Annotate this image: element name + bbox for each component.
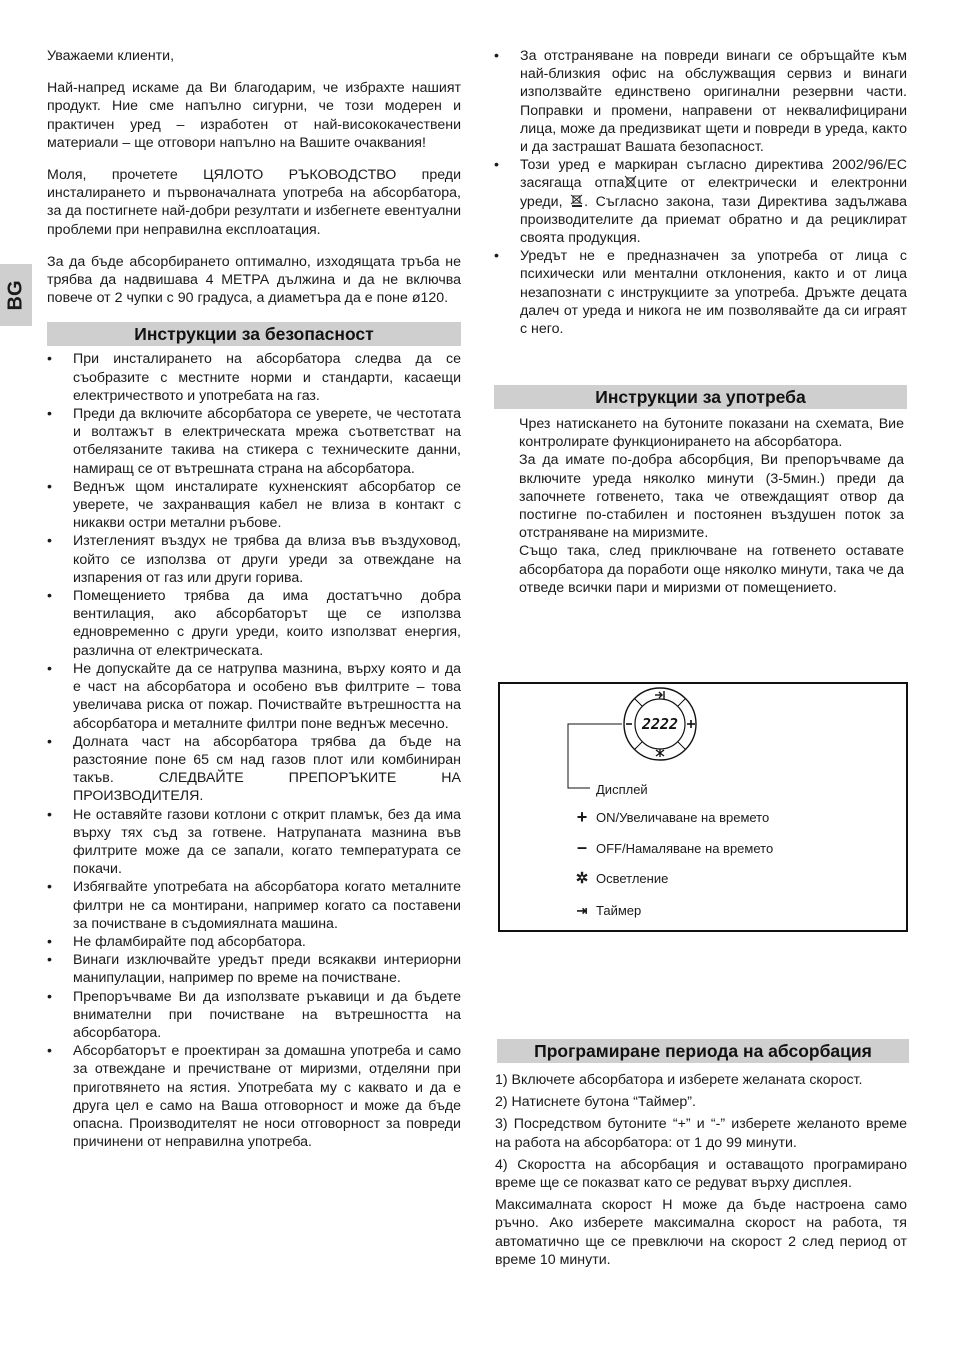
legend-off-label: OFF/Намаляване на времето — [596, 841, 774, 856]
programming-step: 4) Скоростта на абсорбация и оставащото програмирано време ще се показват като се редуват върху дисплея. — [495, 1156, 907, 1192]
list-item: • Уредът не е предназначен за употреба от лица с психически или ментални отклонения, както и от лица незапознати с инструкциите за употреба. Дръжте децата далеч от уреда и никога не им позволявайте да си играят с него. — [494, 247, 907, 338]
service-list — [494, 47, 907, 338]
list-item: • Препоръчваме Ви да използвате ръкавици и да бъдете внимателни при почистване на вътрешността на абсорбатора. — [47, 988, 461, 1043]
timer-icon: ⇥ — [576, 903, 588, 918]
list-item-weee — [494, 156, 907, 247]
legend-light-label: Осветление — [596, 871, 669, 886]
list-item: • Помещението трябва да има достатъчно добра вентилация, ако абсорбаторът ще се използва едновременно с други уреди, които използват енергия, различна от електрическата. — [47, 587, 461, 660]
safety-list — [47, 350, 461, 1151]
programming-step: 2) Натиснете бутона “Таймер”. — [495, 1094, 696, 1111]
programming-body — [495, 1071, 907, 1273]
left-column — [47, 47, 461, 1151]
usage-paragraph-1: Чрез натискането на бутоните показани на схемата, Вие контролирате функционирането на абсорбатора. — [519, 416, 904, 451]
plus-icon: + — [576, 807, 588, 827]
weee-text-2: ците от електрически и електронни уреди, — [520, 175, 907, 210]
intro-paragraph-3: За да бъде абсорбирането оптимално, изходящата тръба не трябва да надвишава 4 МЕТРА дължина и да не включва повече от 2 чупки с 90 градуса, а диаметъра да е поне ø120. — [47, 253, 461, 307]
list-item: • Веднъж щом инсталирате кухненският абсорбатор се уверете, че захранващия кабел не влиза в контакт с никакви остри метални ръбове. — [47, 478, 461, 533]
greeting: Уважаеми клиенти, — [47, 48, 175, 64]
usage-paragraph-2: За да имате по-добра абсорбция, Ви препоръчваме да включите уреда няколко минути (3-5мин.) преди да започнете готвенето, така че отвеждащият отвор да постигне по-стабилен и постоянен въздушен поток за отстраняване на миризмите. — [519, 452, 904, 542]
list-item: • При инсталирането на абсорбатора следва да се съобразите с местните норми и стандарти, касаещи електричеството и употребата на газ. — [47, 350, 461, 405]
intro-paragraph-2: Моля, прочетете ЦЯЛОТО РЪКОВОДСТВО преди инсталирането и първоначалната употреба на абсорбатора, за да постигнете най-добри резултати и избегнете евентуални проблеми при неправилна експлоатация. — [47, 167, 461, 238]
weee-bin-icon — [624, 175, 637, 189]
legend-timer-label: Таймер — [596, 903, 642, 918]
weee-symbol-icon — [570, 194, 584, 208]
legend-display-label: Дисплей — [596, 782, 648, 797]
intro-paragraph-1: Най-напред искаме да Ви благодарим, че избрахте нашият продукт. Ние сме напълно сигурни, че този модерен и практичен уред – изработен от най-висококачествени материали – ще отговори напълно на Вашите очаквания! — [47, 80, 461, 151]
list-item: • Не фламбирайте под абсорбатора. — [47, 933, 461, 951]
list-item: • Избягвайте употребата на абсорбатора когато металните филтри не са монтирани, например когато са поставени за почистване в съдомиялната машина. — [47, 878, 461, 933]
language-tab — [0, 264, 32, 326]
weee-text-3: . Съгласно закона, тази Директива задължава производителите да приемат обратно и да рециклират своята продукция. — [520, 193, 907, 247]
usage-paragraph-3: Също така, след приключване на готвенето оставате абсорбатора да поработи още няколко минути, така че да отведе всички пари и миризми от помещението. — [519, 543, 904, 596]
minus-icon: – — [576, 837, 587, 857]
control-panel-illustration — [500, 684, 906, 930]
programming-note: Максималната скорост H може да бъде настроена само ръчно. Ако изберете максимална скорост на работа, тя автоматично ще се превключи на скорост 2 след период от време 10 минути. — [495, 1197, 907, 1268]
list-item: • Винаги изключвайте уредът преди всякакви интериорни манипулации, например по време на почистване. — [47, 951, 461, 987]
right-column — [494, 47, 907, 338]
programming-heading: Програмиране периода на абсорбация — [497, 1039, 909, 1063]
usage-body — [519, 415, 904, 597]
control-panel-diagram — [498, 682, 908, 932]
safety-heading: Инструкции за безопасност — [47, 322, 461, 346]
language-tab-label: BG — [4, 280, 27, 310]
programming-step: 3) Посредством бутоните “+” и “-” изберете желаното време на работа на абсорбатора: от 1 до 99 минути. — [495, 1116, 907, 1151]
legend-on-label: ON/Увеличаване на времето — [596, 810, 770, 825]
list-item: • Не допускайте да се натрупва мазнина, върху която и да е част на абсорбатора и особено във филтрите – това увеличава риска от пожар. Почиствайте вътрешността на абсорбатора и металните филтри поне веднъж месечно. — [47, 660, 461, 733]
usage-heading: Инструкции за употреба — [494, 385, 907, 409]
list-item: • Долната част на абсорбатора трябва да бъде на разстояние поне 65 см над газов плот или комбиниран такъв. СЛЕДВАЙТЕ ПРЕПОРЪКИТЕ НА ПРОИЗВОДИТЕЛЯ. — [47, 733, 461, 806]
list-item: • Абсорбаторът е проектиран за домашна употреба и само за отвеждане и пречистване от миризми, отделяни при приготвянето на ястия. Употребата му с каквато и да е друга цел е само на Ваша отговорност и може да бъде опасна. Производителят не носи отговорност за повреди причинени от неправилна употреба. — [47, 1042, 461, 1151]
list-item: • Изтегленият въздух не трябва да влиза във въздуховод, който се използва от други уреди за отвеждане на изпарения от газ или други горива. — [47, 532, 461, 587]
list-item: • Преди да включите абсорбатора се уверете, че честотата и волтажът в електрическата мрежа съответстват на отбелязаните такива на стикера с техническите данни, намиращ се от вътрешната страна на абсорбатора. — [47, 405, 461, 478]
list-item: • За отстраняване на повреди винаги се обръщайте към най-близкия офис на обслужващия сервиз и винаги използвайте единствено оригинални резервни части. Поправки и промени, направени от неквалифицирани лица, може да предизвикат щети и повреди в уреда, както и да застрашат Вашата безопасност. — [494, 47, 907, 156]
weee-text-1: Този уред е маркиран съгласно директива 2002/96/ЕС засягаща отпа — [520, 157, 907, 192]
light-icon: ✲ — [575, 870, 589, 887]
list-item: • Не оставяйте газови котлони с открит пламък, без да има върху тях съд за готвене. Натрупаната мазнина във филтрите може да се запали, когато температурата се покачи. — [47, 806, 461, 879]
programming-step: 1) Включете абсорбатора и изберете желаната скорост. — [495, 1072, 863, 1088]
dial-display: 2222 — [641, 715, 679, 733]
